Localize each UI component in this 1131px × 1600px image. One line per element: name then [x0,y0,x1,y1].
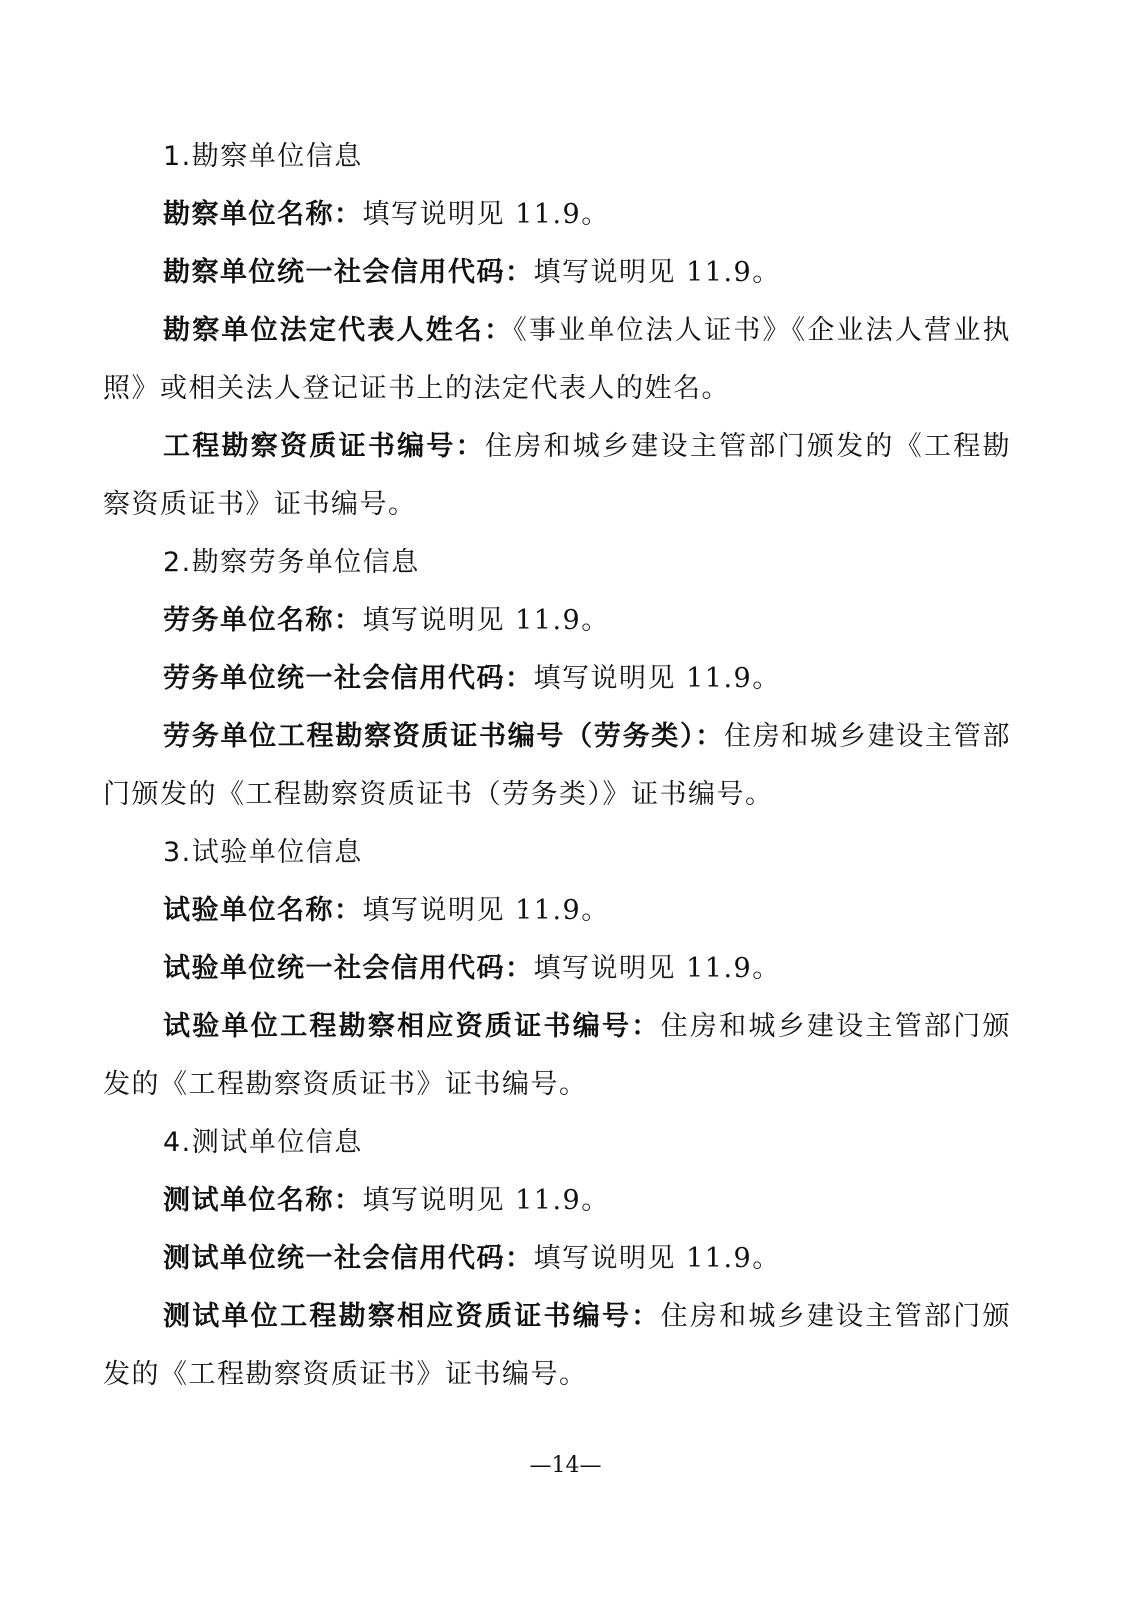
field-surveying-unit-name [103,186,1011,244]
field-label: 勘察单位统一社会信用代码： [163,257,534,288]
field-labor-credit-code [103,650,1011,708]
field-label: 工程勘察资质证书编号： [163,431,485,462]
field-label: 勘察单位名称： [163,199,363,230]
field-text: 住房和城乡建设主管部门颁发的《工程勘察资质证书》证书编号。 [103,1011,1012,1100]
field-surveying-cert-number [103,418,1011,534]
field-text: 《事业单位法人证书》《企业法人营业执照》或相关法人登记证书上的法定代表人的姓名。 [103,315,1012,404]
field-label: 勘察单位法定代表人姓名： [163,315,514,346]
field-label: 试验单位名称： [163,895,363,926]
field-measuring-credit-code [103,1230,1011,1288]
field-label: 测试单位名称： [163,1185,363,1216]
field-text: 住房和城乡建设主管部门颁发的《工程勘察资质证书（劳务类）》证书编号。 [103,721,1012,810]
field-labor-cert-number [103,708,1011,824]
field-testing-cert-number [103,998,1011,1114]
field-text: 住房和城乡建设主管部门颁发的《工程勘察资质证书》证书编号。 [103,1301,1012,1390]
field-text: 填写说明见 11.9。 [533,663,781,694]
field-measuring-cert-number [103,1288,1011,1404]
page-number: —14— [529,1453,602,1478]
field-labor-unit-name [103,592,1011,650]
section-heading-surveying: 1.勘察单位信息 [163,141,363,172]
field-label: 试验单位统一社会信用代码： [163,953,534,984]
section-heading-testing: 3.试验单位信息 [163,837,363,868]
section-heading-labor: 2.勘察劳务单位信息 [163,547,420,578]
field-testing-credit-code [103,940,1011,998]
field-label: 测试单位工程勘察相应资质证书编号： [163,1301,661,1332]
field-label: 劳务单位统一社会信用代码： [163,663,534,694]
document-body [103,128,1011,1404]
field-testing-unit-name [103,882,1011,940]
field-text: 填写说明见 11.9。 [533,953,781,984]
field-text: 填写说明见 11.9。 [362,895,610,926]
field-label: 劳务单位名称： [163,605,363,636]
field-label: 劳务单位工程勘察资质证书编号（劳务类）： [163,721,724,752]
field-measuring-unit-name [103,1172,1011,1230]
field-text: 住房和城乡建设主管部门颁发的《工程勘察资质证书》证书编号。 [103,431,1012,520]
field-surveying-legal-rep [103,302,1011,418]
field-label: 试验单位工程勘察相应资质证书编号： [163,1011,661,1042]
field-text: 填写说明见 11.9。 [533,1243,781,1274]
field-label: 测试单位统一社会信用代码： [163,1243,534,1274]
field-text: 填写说明见 11.9。 [533,257,781,288]
field-text: 填写说明见 11.9。 [362,1185,610,1216]
field-surveying-credit-code [103,244,1011,302]
field-text: 填写说明见 11.9。 [362,199,610,230]
section-heading-measuring: 4.测试单位信息 [163,1127,363,1158]
field-text: 填写说明见 11.9。 [362,605,610,636]
